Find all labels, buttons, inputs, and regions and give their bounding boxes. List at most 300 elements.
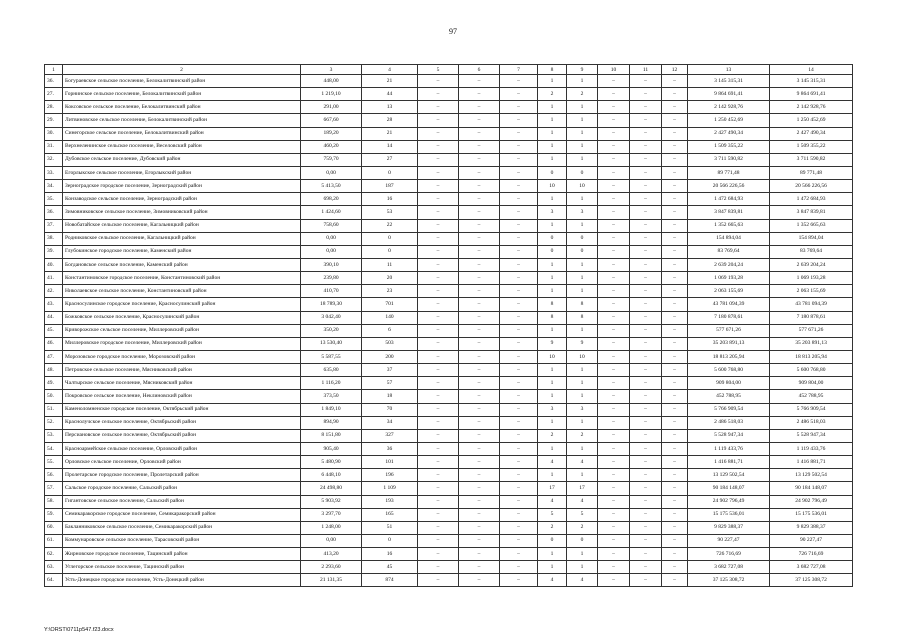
table-cell: 1 352 665,63 <box>770 219 853 232</box>
table-row <box>45 140 853 153</box>
table-cell: 350,20 <box>301 324 362 337</box>
table-cell: 44 <box>362 88 418 101</box>
table-cell: – <box>630 416 662 429</box>
table-cell: – <box>418 337 459 350</box>
table-cell: – <box>630 101 662 114</box>
table-cell: 0 <box>362 166 418 179</box>
table-cell: 5 <box>567 508 598 521</box>
table-cell: – <box>418 429 459 442</box>
settlement-name-cell: Зерноградское городское поселение, Зерноградский район <box>63 180 301 193</box>
table-cell: – <box>598 140 630 153</box>
table-cell: 9 <box>567 337 598 350</box>
table-cell: – <box>500 127 538 140</box>
table-cell: – <box>630 166 662 179</box>
table-cell: 3 145 315,31 <box>770 75 853 88</box>
table-cell: 1 219,10 <box>301 88 362 101</box>
table-cell: 0 <box>567 166 598 179</box>
table-cell: – <box>418 232 459 245</box>
table-cell: 448,00 <box>301 75 362 88</box>
table-cell: 101 <box>362 456 418 469</box>
table-row <box>45 469 853 482</box>
table-cell: 5 480,90 <box>301 456 362 469</box>
table-cell: – <box>662 456 688 469</box>
table-cell: – <box>459 285 500 298</box>
settlement-name-cell: Богураевское сельское поселение, Белокалитвинский район <box>63 75 301 88</box>
table-cell: 10 <box>538 180 567 193</box>
table-cell: 51. <box>45 403 63 416</box>
table-cell: 1 <box>567 416 598 429</box>
table-cell: 291,00 <box>301 101 362 114</box>
table-cell: – <box>418 101 459 114</box>
table-cell: 187 <box>362 180 418 193</box>
table-cell: 2 639 204,24 <box>770 258 853 271</box>
table-cell: – <box>500 166 538 179</box>
settlement-name-cell: Усть-Донецкое городское поселение, Усть-Донецкий район <box>63 574 301 587</box>
table-cell: – <box>662 127 688 140</box>
table-cell: 33. <box>45 166 63 179</box>
table-cell: – <box>500 416 538 429</box>
table-cell: 4 <box>567 574 598 587</box>
table-cell: – <box>500 75 538 88</box>
settlement-name-cell: Егорлыкское сельское поселение, Егорлыкский район <box>63 166 301 179</box>
table-cell: 1 472 684,93 <box>770 193 853 206</box>
table-cell: – <box>630 350 662 363</box>
table-cell: 15 175 536,01 <box>688 508 770 521</box>
table-cell: 0 <box>362 232 418 245</box>
table-row <box>45 364 853 377</box>
table-cell: – <box>418 456 459 469</box>
table-cell: 3 <box>538 403 567 416</box>
table-cell: 13 129 502,54 <box>770 469 853 482</box>
table-cell: – <box>598 245 630 258</box>
table-cell: – <box>418 561 459 574</box>
table-cell: 35 203 891,13 <box>688 337 770 350</box>
table-cell: 1 069 193,28 <box>688 272 770 285</box>
table-cell: 59. <box>45 508 63 521</box>
settlement-name-cell: Красноармейское сельское поселение, Орловский район <box>63 442 301 455</box>
table-row <box>45 534 853 547</box>
table-cell: 1 416 881,71 <box>770 456 853 469</box>
table-cell: 1 509 355,22 <box>688 140 770 153</box>
table-cell: 1 <box>538 272 567 285</box>
settlement-name-cell: Богдановское сельское поселение, Каменский район <box>63 258 301 271</box>
table-cell: – <box>459 456 500 469</box>
table-cell: 1 <box>538 153 567 166</box>
table-cell: 43 781 094,39 <box>688 298 770 311</box>
table-cell: 5 766 909,54 <box>688 403 770 416</box>
table-cell: 22 <box>362 219 418 232</box>
table-cell: 90 227,47 <box>770 534 853 547</box>
table-cell: – <box>418 574 459 587</box>
table-cell: – <box>500 285 538 298</box>
table-cell: – <box>662 429 688 442</box>
table-cell: – <box>598 495 630 508</box>
table-cell: 7 180 878,61 <box>688 311 770 324</box>
table-cell: 452 788,95 <box>688 390 770 403</box>
table-cell: 37 <box>362 364 418 377</box>
table-cell: – <box>662 193 688 206</box>
table-cell: – <box>598 574 630 587</box>
table-cell: 1 472 684,93 <box>688 193 770 206</box>
settlement-name-cell: Константиновское городское поселение, Константиновский район <box>63 272 301 285</box>
table-cell: – <box>500 114 538 127</box>
footer-file-path: Y:\ORST\0711p547.f23.docx <box>44 627 114 633</box>
table-cell: 2 486 518,03 <box>770 416 853 429</box>
table-cell: 37. <box>45 219 63 232</box>
table-cell: – <box>459 403 500 416</box>
table-cell: 1 <box>538 469 567 482</box>
table-cell: 1 <box>538 442 567 455</box>
table-cell: – <box>662 258 688 271</box>
table-cell: 0,00 <box>301 232 362 245</box>
table-cell: 55. <box>45 456 63 469</box>
settlement-name-cell: Каменоломненское городское поселение, Октябрьский район <box>63 403 301 416</box>
column-header: 9 <box>567 65 598 75</box>
table-cell: – <box>500 180 538 193</box>
table-cell: 1 <box>538 364 567 377</box>
table-cell: 5 587,55 <box>301 350 362 363</box>
table-cell: 3 145 315,31 <box>688 75 770 88</box>
table-cell: – <box>418 114 459 127</box>
table-cell: – <box>500 390 538 403</box>
table-cell: 20 566 226,56 <box>770 180 853 193</box>
table-cell: – <box>662 390 688 403</box>
table-cell: 51 <box>362 521 418 534</box>
table-cell: 1 <box>538 377 567 390</box>
table-row <box>45 232 853 245</box>
table-cell: 5 600 768,80 <box>770 364 853 377</box>
table-cell: – <box>500 258 538 271</box>
table-cell: 37 125 308,72 <box>688 574 770 587</box>
table-cell: 2 486 518,03 <box>688 416 770 429</box>
table-cell: – <box>459 442 500 455</box>
table-cell: 0 <box>538 534 567 547</box>
table-cell: – <box>459 337 500 350</box>
settlement-name-cell: Краснолучское сельское поселение, Октябрьский район <box>63 416 301 429</box>
table-row <box>45 272 853 285</box>
table-cell: 5 528 947,34 <box>688 429 770 442</box>
table-cell: 1 <box>567 390 598 403</box>
table-cell: 4 <box>538 574 567 587</box>
table-cell: – <box>418 88 459 101</box>
table-cell: – <box>662 574 688 587</box>
table-cell: – <box>598 153 630 166</box>
table-cell: 8 <box>538 298 567 311</box>
table-cell: 90 184 148,07 <box>688 482 770 495</box>
settlement-name-cell: Литвиновское сельское поселение, Белокалитвинский район <box>63 114 301 127</box>
table-cell: 28. <box>45 101 63 114</box>
table-cell: 45 <box>362 561 418 574</box>
table-cell: – <box>500 377 538 390</box>
table-cell: 9 864 691,41 <box>688 88 770 101</box>
settlement-name-cell: Коксовское сельское поселение, Белокалитвинский район <box>63 101 301 114</box>
table-cell: 18 789,30 <box>301 298 362 311</box>
table-cell: 1 <box>567 219 598 232</box>
table-row <box>45 75 853 88</box>
table-cell: 577 671,26 <box>688 324 770 337</box>
table-cell: – <box>598 548 630 561</box>
table-cell: – <box>459 245 500 258</box>
table-cell: – <box>598 469 630 482</box>
table-row <box>45 548 853 561</box>
table-cell: 200 <box>362 350 418 363</box>
table-cell: – <box>459 561 500 574</box>
settlement-name-cell: Петровское сельское поселение, Мясниковский район <box>63 364 301 377</box>
table-cell: – <box>500 482 538 495</box>
table-cell: 10 <box>567 350 598 363</box>
table-row <box>45 495 853 508</box>
table-cell: – <box>459 521 500 534</box>
table-cell: 0 <box>362 534 418 547</box>
table-cell: 2 293,60 <box>301 561 362 574</box>
table-cell: 17 <box>538 482 567 495</box>
table-cell: – <box>598 166 630 179</box>
table-cell: – <box>500 561 538 574</box>
table-cell: 38. <box>45 232 63 245</box>
table-cell: – <box>418 272 459 285</box>
table-row <box>45 88 853 101</box>
settlement-name-cell: Морозовское городское поселение, Морозовский район <box>63 350 301 363</box>
table-cell: 20 <box>362 272 418 285</box>
table-cell: 2 142 928,76 <box>688 101 770 114</box>
table-cell: 1 <box>538 114 567 127</box>
table-cell: – <box>630 574 662 587</box>
table-cell: – <box>459 219 500 232</box>
table-cell: – <box>459 206 500 219</box>
table-cell: 3 042,40 <box>301 311 362 324</box>
table-cell: 47. <box>45 350 63 363</box>
table-cell: 1 <box>538 101 567 114</box>
table-cell: – <box>662 534 688 547</box>
settlement-name-cell: Божковское сельское поселение, Красносулинский район <box>63 311 301 324</box>
table-cell: – <box>459 101 500 114</box>
table-cell: 16 <box>362 548 418 561</box>
table-cell: 239,80 <box>301 272 362 285</box>
table-cell: – <box>459 574 500 587</box>
table-cell: 2 <box>567 521 598 534</box>
table-cell: 41. <box>45 272 63 285</box>
table-cell: 18 813 205,94 <box>688 350 770 363</box>
table-cell: – <box>459 232 500 245</box>
settlement-name-cell: Синегорское сельское поселение, Белокалитвинский район <box>63 127 301 140</box>
table-cell: – <box>598 482 630 495</box>
table-row <box>45 429 853 442</box>
table-cell: 4 <box>567 456 598 469</box>
table-cell: 1 <box>567 193 598 206</box>
table-cell: – <box>598 324 630 337</box>
page-number: 97 <box>449 27 457 36</box>
table-cell: 1 119 433,76 <box>688 442 770 455</box>
table-cell: – <box>459 390 500 403</box>
table-cell: 1 <box>538 561 567 574</box>
table-cell: 909 804,00 <box>688 377 770 390</box>
table-cell: 14 <box>362 140 418 153</box>
settlement-name-cell: Красносулинское городское поселение, Красносулинский район <box>63 298 301 311</box>
table-cell: – <box>662 403 688 416</box>
table-row <box>45 521 853 534</box>
register-table <box>44 64 853 587</box>
settlement-name-cell: Жирновское городское поселение, Тацинский район <box>63 548 301 561</box>
table-cell: 1 <box>567 324 598 337</box>
table-cell: 1 119 433,76 <box>770 442 853 455</box>
table-cell: 1 509 355,22 <box>770 140 853 153</box>
table-cell: 8 151,80 <box>301 429 362 442</box>
table-cell: – <box>500 193 538 206</box>
table-row <box>45 324 853 337</box>
table-cell: – <box>418 140 459 153</box>
table-cell: – <box>500 324 538 337</box>
table-row <box>45 337 853 350</box>
table-cell: 1 250 452,69 <box>688 114 770 127</box>
table-cell: 45. <box>45 324 63 337</box>
table-cell: 1 424,60 <box>301 206 362 219</box>
table-cell: 9 864 691,41 <box>770 88 853 101</box>
table-cell: 60. <box>45 521 63 534</box>
table-cell: 0 <box>362 245 418 258</box>
table-cell: – <box>598 429 630 442</box>
table-cell: 4 <box>538 456 567 469</box>
table-cell: 18 <box>362 390 418 403</box>
settlement-name-cell: Семикаракорское городское поселение, Семикаракорский район <box>63 508 301 521</box>
table-cell: 1 <box>567 101 598 114</box>
header-row <box>45 65 853 75</box>
table-row <box>45 403 853 416</box>
table-cell: 56. <box>45 469 63 482</box>
table-cell: 1 <box>538 75 567 88</box>
table-cell: 1 <box>567 153 598 166</box>
table-row <box>45 245 853 258</box>
table-cell: – <box>630 140 662 153</box>
table-cell: 6 448,10 <box>301 469 362 482</box>
table-cell: 0 <box>538 166 567 179</box>
table-cell: 1 <box>567 75 598 88</box>
table-cell: 36 <box>362 442 418 455</box>
table-cell: – <box>418 206 459 219</box>
table-cell: 0 <box>567 245 598 258</box>
table-cell: – <box>418 324 459 337</box>
table-cell: 21 <box>362 127 418 140</box>
column-header: 4 <box>362 65 418 75</box>
table-cell: 1 116,20 <box>301 377 362 390</box>
table-row <box>45 456 853 469</box>
table-cell: – <box>662 548 688 561</box>
table-cell: – <box>418 153 459 166</box>
table-cell: 40. <box>45 258 63 271</box>
table-cell: – <box>500 442 538 455</box>
table-row <box>45 101 853 114</box>
table-cell: – <box>662 180 688 193</box>
table-cell: 63. <box>45 561 63 574</box>
table-cell: – <box>598 258 630 271</box>
table-cell: 874 <box>362 574 418 587</box>
settlement-name-cell: Горнинское сельское поселение, Белокалитвинский район <box>63 88 301 101</box>
table-row <box>45 153 853 166</box>
table-cell: – <box>500 495 538 508</box>
table-cell: – <box>662 561 688 574</box>
table-cell: – <box>418 508 459 521</box>
table-cell: 1 <box>538 416 567 429</box>
column-header: 10 <box>598 65 630 75</box>
table-cell: – <box>418 219 459 232</box>
table-cell: 0 <box>538 232 567 245</box>
table-cell: – <box>500 508 538 521</box>
table-cell: 10 <box>538 350 567 363</box>
table-cell: 1 <box>567 127 598 140</box>
table-cell: 1 <box>538 258 567 271</box>
table-cell: – <box>630 258 662 271</box>
table-cell: – <box>662 364 688 377</box>
table-cell: 1 <box>538 548 567 561</box>
table-cell: 154 894,04 <box>688 232 770 245</box>
table-cell: – <box>630 534 662 547</box>
table-cell: – <box>598 101 630 114</box>
table-cell: 3 682 727,08 <box>688 561 770 574</box>
table-cell: 9 829 388,37 <box>770 521 853 534</box>
table-cell: – <box>662 232 688 245</box>
table-cell: – <box>459 429 500 442</box>
table-cell: – <box>418 193 459 206</box>
table-cell: – <box>662 101 688 114</box>
column-header: 3 <box>301 65 362 75</box>
table-cell: 2 639 204,24 <box>688 258 770 271</box>
table-cell: – <box>418 482 459 495</box>
table-cell: 4 <box>538 495 567 508</box>
table-cell: – <box>418 377 459 390</box>
table-cell: 1 416 881,71 <box>688 456 770 469</box>
settlement-name-cell: Глубокинское городское поселение, Каменский район <box>63 245 301 258</box>
table-row <box>45 114 853 127</box>
table-cell: – <box>630 364 662 377</box>
column-header: 14 <box>770 65 853 75</box>
table-cell: 5 528 947,34 <box>770 429 853 442</box>
table-cell: 9 829 388,37 <box>688 521 770 534</box>
table-cell: 3 847 839,81 <box>688 206 770 219</box>
table-cell: – <box>598 206 630 219</box>
table-cell: – <box>459 324 500 337</box>
table-cell: – <box>598 442 630 455</box>
table-cell: – <box>459 364 500 377</box>
table-cell: 57 <box>362 377 418 390</box>
table-cell: 8 <box>567 298 598 311</box>
settlement-name-cell: Дубовское сельское поселение, Дубовский район <box>63 153 301 166</box>
table-cell: 1 <box>567 442 598 455</box>
table-cell: 2 063 155,69 <box>688 285 770 298</box>
table-cell: – <box>630 245 662 258</box>
table-cell: – <box>630 548 662 561</box>
table-row <box>45 180 853 193</box>
table-row <box>45 482 853 495</box>
table-cell: – <box>662 469 688 482</box>
table-cell: – <box>630 456 662 469</box>
table-cell: – <box>500 456 538 469</box>
table-cell: 46. <box>45 337 63 350</box>
table-cell: 23 <box>362 285 418 298</box>
table-cell: 5 413,50 <box>301 180 362 193</box>
table-cell: 70 <box>362 403 418 416</box>
table-cell: 413,20 <box>301 548 362 561</box>
table-cell: 21 131,35 <box>301 574 362 587</box>
table-cell: 53 <box>362 206 418 219</box>
settlement-name-cell: Николаевское сельское поселение, Константиновский район <box>63 285 301 298</box>
table-cell: 0,00 <box>301 534 362 547</box>
table-cell: 1 <box>538 390 567 403</box>
table-cell: – <box>598 127 630 140</box>
table-cell: 0 <box>567 232 598 245</box>
table-cell: 29. <box>45 114 63 127</box>
table-cell: – <box>630 442 662 455</box>
table-cell: 42. <box>45 285 63 298</box>
table-cell: 1 <box>567 561 598 574</box>
